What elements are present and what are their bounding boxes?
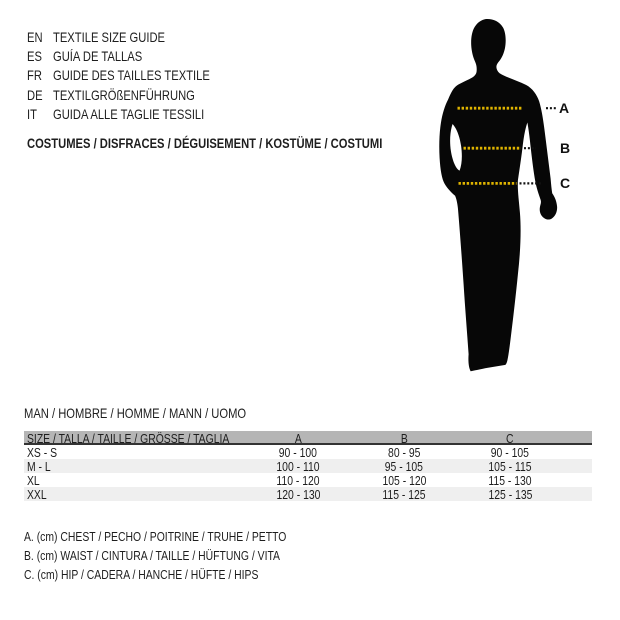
- language-label: GUIDE DES TAILLES TEXTILE: [53, 67, 210, 84]
- value-cell-c: 115 - 130: [488, 473, 532, 488]
- size-cell: XL: [27, 473, 40, 488]
- category-title: COSTUMES / DISFRACES / DÉGUISEMENT / KOSTÜME / COSTUMI: [27, 135, 383, 151]
- language-label: GUÍA DE TALLAS: [53, 48, 143, 65]
- value-cell-c: 90 - 105: [490, 445, 530, 460]
- note-chest: A. (cm) CHEST / PECHO / POITRINE / TRUHE / PETTO: [24, 529, 287, 544]
- language-code: DE: [27, 86, 43, 103]
- measure-label-a: A: [559, 100, 570, 116]
- value-cell-a: 120 - 130: [276, 487, 320, 502]
- table-row-xxl: [24, 487, 592, 501]
- language-code: FR: [27, 67, 42, 84]
- size-cell: M - L: [27, 459, 51, 474]
- size-column-header: SIZE / TALLA / TAILLE / GRÖSSE / TAGLIA: [27, 431, 230, 446]
- language-code: EN: [27, 29, 43, 45]
- language-label: TEXTILE SIZE GUIDE: [53, 29, 166, 45]
- language-label: TEXTILGRÖßENFÜHRUNG: [53, 86, 195, 103]
- size-table: [24, 431, 592, 501]
- value-cell-b: 95 - 105: [384, 459, 424, 474]
- table-row-xl: [24, 473, 592, 487]
- language-label: GUIDA ALLE TAGLIE TESSILI: [53, 105, 205, 122]
- table-row-xs-s: [24, 445, 592, 459]
- measure-label-b: B: [560, 140, 571, 156]
- language-code: IT: [27, 105, 37, 122]
- value-cell-a: 90 - 100: [278, 445, 318, 460]
- table-row-m-l: [24, 459, 592, 473]
- value-cell-b: 105 - 120: [382, 473, 426, 488]
- value-cell-c: 105 - 115: [488, 459, 532, 474]
- measure-label-c: C: [560, 175, 571, 191]
- note-hip: C. (cm) HIP / CADERA / HANCHE / HÜFTE / HIPS: [24, 566, 259, 582]
- size-table-header-row: [24, 431, 592, 445]
- value-cell-a: 110 - 120: [276, 473, 320, 488]
- column-header-b: B: [400, 431, 408, 446]
- value-cell-b: 80 - 95: [387, 445, 421, 460]
- value-cell-a: 100 - 110: [276, 459, 320, 474]
- value-cell-c: 125 - 135: [488, 487, 532, 502]
- value-cell-b: 115 - 125: [382, 487, 426, 502]
- language-code: ES: [27, 48, 42, 65]
- size-cell: XXL: [27, 487, 47, 502]
- column-header-a: A: [294, 431, 302, 446]
- size-cell: XS - S: [27, 445, 58, 460]
- column-header-c: C: [506, 431, 514, 446]
- measurement-notes: [24, 528, 352, 584]
- note-waist: B. (cm) WAIST / CINTURA / TAILLE / HÜFTUNG / VITA: [24, 547, 280, 563]
- section-title: MAN / HOMBRE / HOMME / MANN / UOMO: [24, 405, 247, 421]
